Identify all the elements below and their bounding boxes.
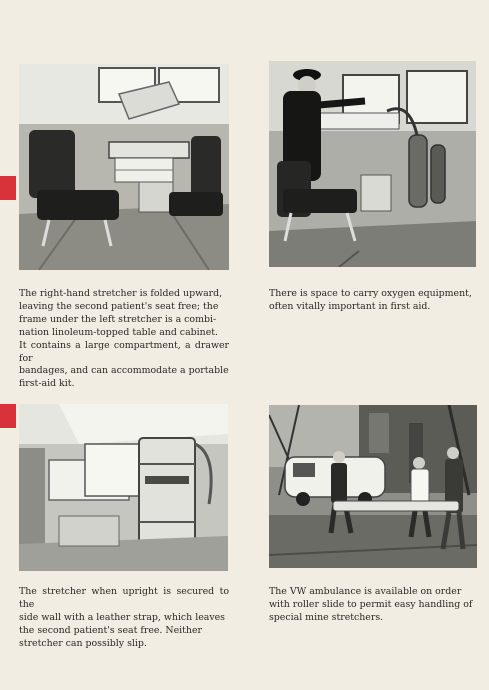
caption-stretcher-upright: The stretcher when upright is secured to the side wall with a leather strap, which leaves the second patient's seat free. Neither stretcher can possibly slip.	[19, 586, 229, 649]
photo-stretcher-upright	[19, 404, 228, 571]
caption-vw-ambulance: The VW ambulance is available on order with roller slide to permit easy handling of special mine stretchers.	[269, 586, 473, 623]
photo-vw-ambulance-mine	[269, 405, 477, 568]
photo-stretcher-folded	[19, 64, 229, 270]
photo-oxygen-equipment	[269, 61, 476, 267]
caption-oxygen-equipment: There is space to carry oxygen equipment, often vitally important in first aid.	[269, 288, 472, 312]
red-edge-tab-bottom	[0, 404, 16, 428]
caption-stretcher-folded: The right-hand stretcher is folded upward, leaving the second patient's seat free; the frame under the left stretcher is a combi- nation linoleum-topped table and cabinet. It contains a large compartment, a drawer for bandages, and can accommodate a portable first-aid kit.	[19, 288, 229, 390]
red-edge-tab-top	[0, 176, 16, 200]
